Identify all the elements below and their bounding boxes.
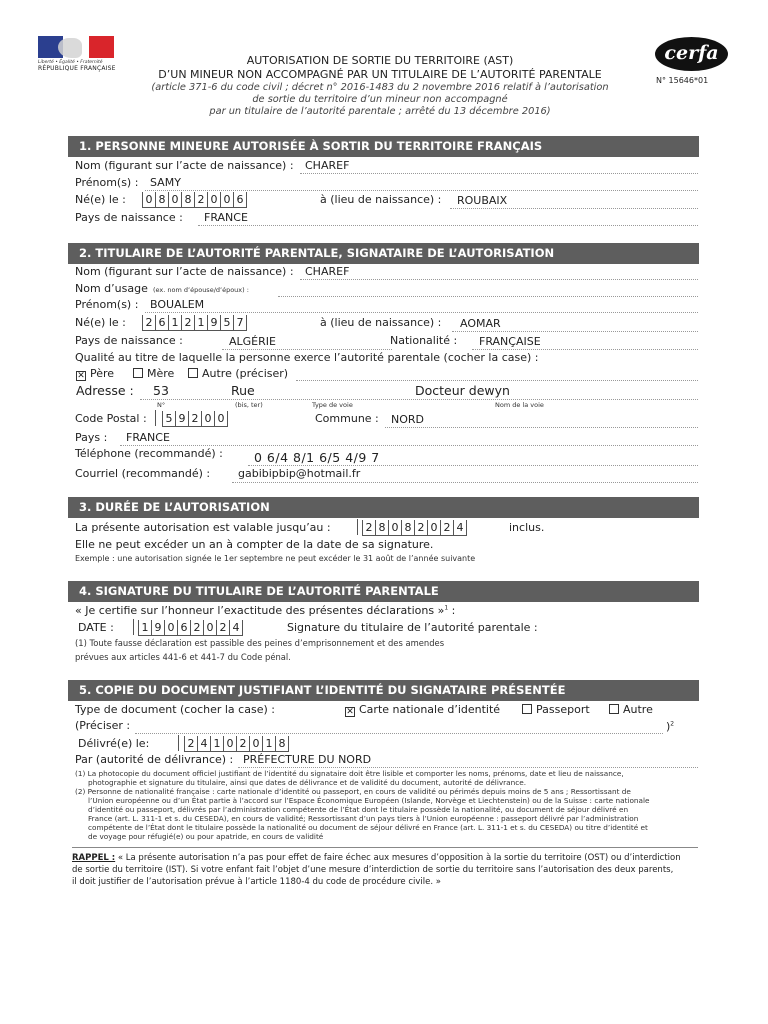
- s2-tel-label: Téléphone (recommandé) :: [75, 447, 223, 460]
- digit-box[interactable]: 0: [389, 520, 402, 536]
- digit-box[interactable]: 0: [143, 192, 156, 208]
- s2-pere-label: Père: [90, 367, 115, 380]
- digit-box[interactable]: 7: [234, 315, 247, 331]
- s1-nom-line: [300, 173, 698, 174]
- s1-birthdate-field[interactable]: [142, 192, 247, 208]
- s2-autre-label: Autre (préciser): [202, 367, 289, 380]
- s5-autorite-label: Par (autorité de délivrance) :: [75, 753, 234, 766]
- s4-note1: (1) Toute fausse déclaration est passible des peines d’emprisonnement et des amendes: [75, 638, 445, 648]
- s2-lieu-label: à (lieu de naissance) :: [320, 316, 442, 329]
- digit-box[interactable]: 8: [376, 520, 389, 536]
- document-subtitle-line2: de sortie du territoire d’un mineur non accompagné: [252, 94, 508, 105]
- republique-francaise-logo: [38, 36, 118, 80]
- digit-box[interactable]: 0: [165, 620, 178, 636]
- s2-autre-field[interactable]: [296, 380, 698, 381]
- s2-adresse-label: Adresse :: [76, 383, 134, 398]
- s5-delivre-label: Délivré(e) le:: [78, 737, 150, 750]
- digit-box[interactable]: 2: [143, 315, 156, 331]
- s2-usage-label: Nom d’usage: [75, 282, 148, 295]
- s2-tel-line: [248, 465, 698, 466]
- s1-nom-label: Nom (figurant sur l’acte de naissance) :: [75, 159, 294, 172]
- s2-mere-label: Mère: [147, 367, 175, 380]
- rappel-label: RAPPEL :: [72, 853, 116, 863]
- s1-lieu-field[interactable]: ROUBAIX: [457, 194, 508, 207]
- s5-fn1-line1: (1) La photocopie du document officiel justifiant de l’identité du signataire doit être lisible et comporter les noms, prénoms, date et lieu de naissance,: [75, 769, 624, 778]
- s5-fn2-line5: compétente de l’État dont le titulaire possède la nationalité ou document de séjour délivré en France (art. L. 311-1 et s. du CESEDA) ou titre d’identité et: [88, 823, 648, 832]
- s5-autorite-field[interactable]: PRÉFECTURE DU NORD: [243, 753, 372, 766]
- digit-box[interactable]: 0: [169, 192, 182, 208]
- s4-date-field[interactable]: [138, 620, 243, 636]
- s5-fn2-line1: (2) Personne de nationalité française : carte nationale d’identité ou passeport, en cours de validité ou périmés depuis moins de 5 ans ; Ressortissant de: [75, 787, 631, 796]
- s2-hint-type: Type de voie: [312, 401, 353, 409]
- s5-fn2-line3: d’identité ou passeport, délivrés par l’administration compétente de l’État dont le titulaire possède la nationalité, ou document de séjour délivré en: [88, 805, 629, 814]
- rappel-line1: « La présente autorisation n’a pas pour effet de faire échec aux mesures d’opposition à la sortie du territoire (OST) ou d’interdiction: [117, 853, 681, 863]
- s2-adresse-voie[interactable]: Docteur dewyn: [415, 383, 510, 398]
- digit-box[interactable]: 1: [169, 315, 182, 331]
- s1-lieu-label: à (lieu de naissance) :: [320, 193, 442, 206]
- logo-motto: Liberté • Égalité • Fraternité: [38, 60, 103, 65]
- s2-adresse-type[interactable]: Rue: [231, 383, 255, 398]
- s5-preciser-label: (Préciser :: [75, 719, 131, 732]
- digit-box[interactable]: 1: [263, 736, 276, 752]
- s3-exceed-text: Elle ne peut excéder un an à compter de la date de sa signature.: [75, 538, 434, 551]
- s2-commune-label: Commune :: [315, 412, 379, 425]
- s5-cni-label: Carte nationale d’identité: [359, 703, 501, 716]
- digit-box[interactable]: 1: [195, 315, 208, 331]
- s5-delivre-date-field[interactable]: [184, 736, 289, 752]
- digit-box[interactable]: 2: [189, 411, 202, 427]
- digit-box[interactable]: 8: [276, 736, 289, 752]
- s2-pays-label: Pays de naissance :: [75, 334, 183, 347]
- rappel-line3: il doit justifier de l’autorisation prévue à l’article 1180-4 du code de procédure civile. »: [72, 877, 441, 887]
- document-title-line2: D’UN MINEUR NON ACCOMPAGNÉ PAR UN TITULAIRE DE L’AUTORITÉ PARENTALE: [158, 68, 602, 81]
- digit-box[interactable]: 8: [402, 520, 415, 536]
- cerfa-logo: cerfa: [655, 37, 728, 71]
- digit-box[interactable]: 0: [250, 736, 263, 752]
- s1-ne-label: Né(e) le :: [75, 193, 126, 206]
- digit-box[interactable]: 4: [230, 620, 243, 636]
- digit-box[interactable]: 1: [211, 736, 224, 752]
- s2-lieu-field[interactable]: AOMAR: [460, 317, 501, 330]
- s2-prenom-field[interactable]: BOUALEM: [150, 298, 205, 311]
- s2-pays2-line: [120, 445, 698, 446]
- digit-box[interactable]: 6: [178, 620, 191, 636]
- s2-hint-bis: (bis, ter): [235, 401, 263, 409]
- s5-fn2-line6: de voyage pour réfugié(e) ou pour apatride, en cours de validité: [88, 832, 324, 841]
- digit-box[interactable]: 0: [428, 520, 441, 536]
- s2-courriel-label: Courriel (recommandé) :: [75, 467, 211, 480]
- s5-fn2-line4: France (art. L. 311-1 et s. du CESEDA), en cours de validité; Ressortissant d’un pays tiers à l’Union européenne : passeport délivré par l’administration: [88, 814, 639, 823]
- rappel-line2: de sortie du territoire (IST). Si votre enfant fait l’objet d’une mesure d’interdiction de sortie du territoire sans l’autorisation des deux parents,: [72, 865, 674, 875]
- digit-box[interactable]: 2: [191, 620, 204, 636]
- rappel-divider: [72, 847, 698, 848]
- s2-nationalite-label: Nationalité :: [390, 334, 458, 347]
- digit-box[interactable]: 9: [208, 315, 221, 331]
- digit-box[interactable]: 0: [221, 192, 234, 208]
- digit-box[interactable]: 2: [217, 620, 230, 636]
- s4-date-label: DATE :: [78, 621, 114, 634]
- checkbox-icon[interactable]: [188, 368, 198, 378]
- s2-cp-left-bar: [155, 410, 156, 426]
- s3-validity-date-field[interactable]: [362, 520, 467, 536]
- s2-nom-label: Nom (figurant sur l’acte de naissance) :: [75, 265, 294, 278]
- digit-box[interactable]: 2: [185, 736, 198, 752]
- section2-header: 2. TITULAIRE DE L’AUTORITÉ PARENTALE, SIGNATAIRE DE L’AUTORISATION: [68, 243, 699, 264]
- digit-box[interactable]: 2: [415, 520, 428, 536]
- s3-valid-label: La présente autorisation est valable jusqu’au :: [75, 521, 331, 534]
- digit-box[interactable]: 0: [202, 411, 215, 427]
- s2-ne-label: Né(e) le :: [75, 316, 126, 329]
- s2-lieu-line: [452, 331, 698, 332]
- s5-type-label: Type de document (cocher la case) :: [75, 703, 275, 716]
- s4-signature-label: Signature du titulaire de l’autorité parentale :: [287, 621, 538, 634]
- s2-hint-voie: Nom de la voie: [495, 401, 544, 409]
- s2-commune-field[interactable]: NORD: [391, 413, 424, 426]
- digit-box[interactable]: 0: [208, 192, 221, 208]
- section4-header: 4. SIGNATURE DU TITULAIRE DE L’AUTORITÉ PARENTALE: [68, 581, 699, 602]
- s5-autorite-line: [238, 767, 698, 768]
- s2-codepostal-field[interactable]: [162, 411, 228, 427]
- s5-footnotes: [75, 769, 650, 841]
- document-title-line1: AUTORISATION DE SORTIE DU TERRITOIRE (AST): [246, 54, 514, 67]
- digit-box[interactable]: 9: [176, 411, 189, 427]
- s2-cp-label: Code Postal :: [75, 412, 147, 425]
- s2-pays-field[interactable]: ALGÉRIE: [229, 335, 276, 348]
- s5-fn1-line2: photographie et signature du titulaire, ainsi que dates de délivrance et de validité du document, autorité de délivrance.: [88, 778, 527, 787]
- digit-box[interactable]: 8: [156, 192, 169, 208]
- section1-header: 1. PERSONNE MINEURE AUTORISÉE À SORTIR DU TERRITOIRE FRANÇAIS: [68, 136, 699, 157]
- checkbox-icon[interactable]: [609, 704, 619, 714]
- s2-commune-line: [385, 427, 698, 428]
- s4-certify-text: [75, 604, 455, 617]
- digit-box[interactable]: 2: [195, 192, 208, 208]
- digit-box[interactable]: 6: [156, 315, 169, 331]
- s5-preciser-end: [666, 720, 674, 733]
- s5-autre-option[interactable]: [609, 703, 653, 716]
- s2-usage-hint: (ex. nom d’épouse/d’époux) :: [153, 286, 249, 294]
- s4-certify-main: « Je certifie sur l’honneur l’exactitude des présentes déclarations »: [75, 604, 445, 617]
- digit-box[interactable]: 2: [182, 315, 195, 331]
- s3-example-text: Exemple : une autorisation signée le 1er septembre ne peut excéder le 31 août de l’année suivante: [75, 554, 476, 563]
- digit-box[interactable]: 2: [237, 736, 250, 752]
- s2-tel-field[interactable]: 0 6/4 8/1 6/5 4/9 7: [254, 450, 380, 465]
- s2-qualite-label: Qualité au titre de laquelle la personne exerce l’autorité parentale (cocher la case) :: [75, 351, 539, 364]
- s5-cni-option[interactable]: [345, 703, 500, 717]
- digit-box[interactable]: 9: [152, 620, 165, 636]
- digit-box[interactable]: 1: [139, 620, 152, 636]
- s2-birthdate-field[interactable]: [142, 315, 247, 331]
- s1-prenom-field[interactable]: SAMY: [150, 176, 181, 189]
- document-header: [125, 54, 635, 118]
- s2-mere-option[interactable]: [133, 367, 174, 380]
- s2-prenom-line: [145, 312, 698, 313]
- s2-nationalite-line: [472, 349, 698, 350]
- s2-courriel-field[interactable]: gabibipbip@hotmail.fr: [238, 467, 361, 480]
- s2-pays-line: [222, 349, 392, 350]
- s1-pays-line: [198, 225, 698, 226]
- s2-nom-field[interactable]: CHAREF: [305, 265, 350, 278]
- digit-box[interactable]: 0: [215, 411, 228, 427]
- s5-passeport-option[interactable]: [522, 703, 590, 716]
- s2-hint-num: N°: [157, 401, 166, 409]
- s2-courriel-line: [232, 482, 698, 483]
- s2-autre-option[interactable]: [188, 367, 288, 380]
- s2-usage-field[interactable]: [278, 296, 698, 297]
- digit-box[interactable]: 2: [441, 520, 454, 536]
- document-subtitle-line3: par un titulaire de l’autorité parentale ; arrêté du 13 décembre 2016): [209, 106, 551, 117]
- digit-box[interactable]: 5: [221, 315, 234, 331]
- checkbox-icon[interactable]: [522, 704, 532, 714]
- section5-header: 5. COPIE DU DOCUMENT JUSTIFIANT L’IDENTITÉ DU SIGNATAIRE PRÉSENTÉE: [68, 680, 699, 701]
- s1-prenom-label: Prénom(s) :: [75, 176, 139, 189]
- s5-preciser-field[interactable]: [135, 733, 663, 734]
- s5-passeport-label: Passeport: [536, 703, 590, 716]
- digit-box[interactable]: 5: [163, 411, 176, 427]
- rappel-block: [72, 852, 681, 888]
- digit-box[interactable]: 6: [234, 192, 247, 208]
- digit-box[interactable]: 0: [204, 620, 217, 636]
- s2-adresse-num[interactable]: 53: [153, 383, 169, 398]
- s2-nationalite-field[interactable]: FRANÇAISE: [479, 335, 541, 348]
- cerfa-number: N° 15646*01: [656, 76, 709, 85]
- s1-pays-label: Pays de naissance :: [75, 211, 183, 224]
- s1-nom-field[interactable]: CHAREF: [305, 159, 350, 172]
- digit-box[interactable]: 4: [198, 736, 211, 752]
- s5-delivre-left-bar: [178, 735, 179, 751]
- s2-nom-line: [300, 279, 698, 280]
- s1-prenom-line: [145, 190, 698, 191]
- s3-valid-left-bar: [357, 519, 358, 535]
- s2-pays2-field[interactable]: FRANCE: [126, 431, 170, 444]
- s4-certify-sup: 1: [444, 604, 449, 612]
- s4-certify-end: :: [451, 604, 456, 617]
- s1-pays-field[interactable]: FRANCE: [204, 211, 248, 224]
- s3-inclus: inclus.: [509, 521, 545, 534]
- s4-note2: prévues aux articles 441-6 et 441-7 du Code pénal.: [75, 652, 291, 662]
- s2-adresse-line: [140, 399, 698, 400]
- s4-date-left-bar: [133, 619, 134, 635]
- digit-box[interactable]: 2: [363, 520, 376, 536]
- s5-fn2-line2: l’Union européenne ou d’un État partie à l’accord sur l’Espace Économique Européen (Islande, Norvège et Liechtenstein) ou de la Suisse : carte nationale: [88, 796, 650, 805]
- document-subtitle-line1: (article 371-6 du code civil ; décret n° 2016-1483 du 2 novembre 2016 relatif à l’autorisation: [151, 82, 609, 93]
- logo-name: RÉPUBLIQUE FRANÇAISE: [38, 65, 116, 72]
- s2-pere-option[interactable]: [76, 367, 114, 381]
- s1-lieu-line: [450, 208, 698, 209]
- digit-box[interactable]: 8: [182, 192, 195, 208]
- s2-prenom-label: Prénom(s) :: [75, 298, 139, 311]
- s5-preciser-paren: ): [666, 720, 671, 733]
- checkbox-icon[interactable]: [133, 368, 143, 378]
- digit-box[interactable]: 0: [224, 736, 237, 752]
- marianne-flag-icon: [38, 36, 114, 58]
- checkbox-checked-icon[interactable]: ✕: [77, 371, 85, 381]
- s5-autre-label: Autre: [623, 703, 653, 716]
- checkbox-checked-icon[interactable]: ✕: [346, 707, 354, 717]
- section3-header: 3. DURÉE DE L’AUTORISATION: [68, 497, 699, 518]
- s2-pays2-label: Pays :: [75, 431, 108, 444]
- s5-preciser-sup: 2: [670, 720, 675, 728]
- digit-box[interactable]: 4: [454, 520, 467, 536]
